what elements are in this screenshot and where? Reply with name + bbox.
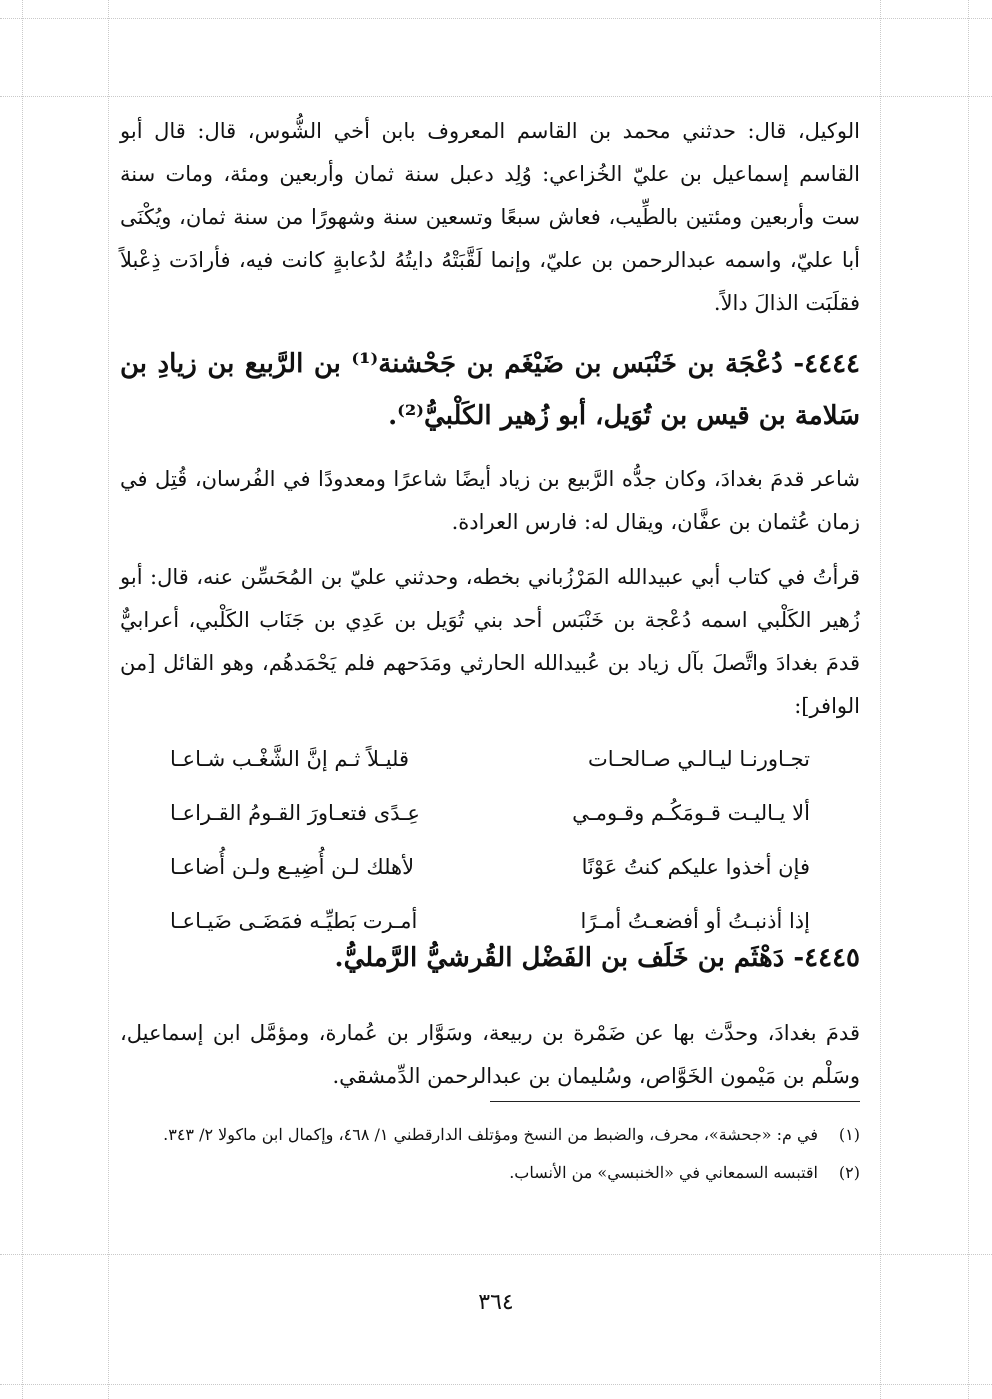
entry-heading-4445: ٤٤٤٥- دَهْثَم بن خَلَف بن الفَضْل القُرشيُّ الرَّمليُّ. bbox=[334, 943, 860, 973]
footnote bbox=[120, 1158, 860, 1188]
scan-guide-line bbox=[0, 18, 992, 19]
poem-second-hemistich: قليـلاً ثـم إنَّ الشَّغْـب شـاعـا bbox=[170, 747, 410, 771]
footnote-number: (١) bbox=[838, 1125, 860, 1144]
poem-second-hemistich: لأهلك لـن أُضِيـع ولـن أُضاعـا bbox=[170, 855, 415, 879]
footnote-text: اقتبسه السمعاني في «الخنبسي» من الأنساب. bbox=[509, 1163, 818, 1182]
scan-guide-line bbox=[108, 0, 109, 1399]
footnote bbox=[120, 1120, 860, 1150]
scan-guide-line bbox=[0, 96, 992, 97]
scan-guide-line bbox=[22, 0, 23, 1399]
scan-guide-line bbox=[0, 1254, 992, 1255]
scan-guide-line bbox=[880, 0, 881, 1399]
footnote-separator bbox=[490, 1101, 860, 1102]
scan-guide-line bbox=[0, 1384, 992, 1385]
paragraph-dahtham-narration: قدمَ بغدادَ، وحدَّث بها عن ضَمْرة بن ربيعة، وسَوَّار بن عُمارة، ومؤمَّل ابن إسماعيل، وسَلْم بن مَيْمون الخَوَّاص، وسُليمان بن عبدالرحمن الدِّمشقي. bbox=[120, 1021, 860, 1088]
poem-first-hemistich: فإن أخذوا عليكم كنتُ عَوْنًا bbox=[581, 855, 810, 879]
footnotes bbox=[120, 1120, 860, 1196]
poem-first-hemistich: ألا يـاليـت قـومَكُـم وقـومـي bbox=[572, 801, 810, 825]
paragraph-dibil-biography: الوكيل، قال: حدثني محمد بن القاسم المعروف بابن أخي الشُّوس، قال: قال أبو القاسم إسماعيل بن عليّ الخُزاعي: وُلِد دعبل سنة ثمان وأربعين ومئة، ومات سنة ست وأربعين ومئتين بالطِّيب، فعاش سبعًا وتسعين سنة وشهورًا من سنة ثمان، ويُكْنَى أبا عليّ، واسمه عبدالرحمن بن عليّ، وإنما لَقَّبَتْهُ دايتُهُ لدُعابةٍ كانت فيه، فأرادَت ذِعْبلاً فقلَبَت الذالَ دالاً. bbox=[120, 119, 860, 315]
page-number: ٣٦٤ bbox=[478, 1290, 514, 1315]
poem-first-hemistich: تجـاورنـا ليـالـي صـالحـات bbox=[588, 747, 810, 771]
poem-second-hemistich: عِـدًى فتعـاورَ القـومُ القـراعـا bbox=[170, 801, 420, 825]
poem-first-hemistich: إذا أذنبـتُ أو أفضعـتُ أمـرًا bbox=[580, 909, 810, 933]
paragraph-marzubani-report: قرأتُ في كتاب أبي عبيدالله المَرْزُباني بخطه، وحدثني عليّ بن المُحَسِّن عنه، قال: أبو زُهير الكَلْبي اسمه دُعْجة بن خَنْبَس أحد بني تُوَيل بن عَدِي بن جَنَاب الكَلْبي، أعرابيٌّ قدمَ بغدادَ واتَّصلَ بآل زياد بن عُبيدالله الحارثي ومَدَحهم فلم يَحْمَدهُم، وهو القائل [من الوافر]: bbox=[120, 565, 860, 718]
entry-heading-4444: ٤٤٤٤- دُعْجَة بن خَنْبَس بن ضَيْغَم بن جَحْشنة⁽¹⁾ بن الرَّبيع بن زيادِ بن سَلامة بن قيس بن تُوَيل، أبو زُهير الكَلْبيُّ⁽²⁾. bbox=[120, 349, 861, 431]
paragraph-poet-intro: شاعر قدمَ بغدادَ، وكان جدُّه الرَّبيع بن زياد أيضًا شاعرًا ومعدودًا في الفُرسان، قُتِل في زمان عُثمان بن عفَّان، ويقال له: فارس العرادة. bbox=[120, 467, 860, 534]
scan-guide-line bbox=[968, 0, 969, 1399]
poem-verse bbox=[170, 840, 810, 894]
poem-second-hemistich: أمـرت بَطيِّـه فمَضَـى ضَيـاعـا bbox=[170, 909, 418, 933]
poem-verse bbox=[170, 732, 810, 786]
poem bbox=[170, 732, 810, 948]
poem-verse bbox=[170, 786, 810, 840]
footnote-number: (٢) bbox=[838, 1163, 860, 1182]
footnote-text: في م: «جحشة»، محرف، والضبط من النسخ ومؤتلف الدارقطني ١/ ٤٦٨، وإكمال ابن ماكولا ٢/ ٣٤٣. bbox=[163, 1125, 818, 1144]
